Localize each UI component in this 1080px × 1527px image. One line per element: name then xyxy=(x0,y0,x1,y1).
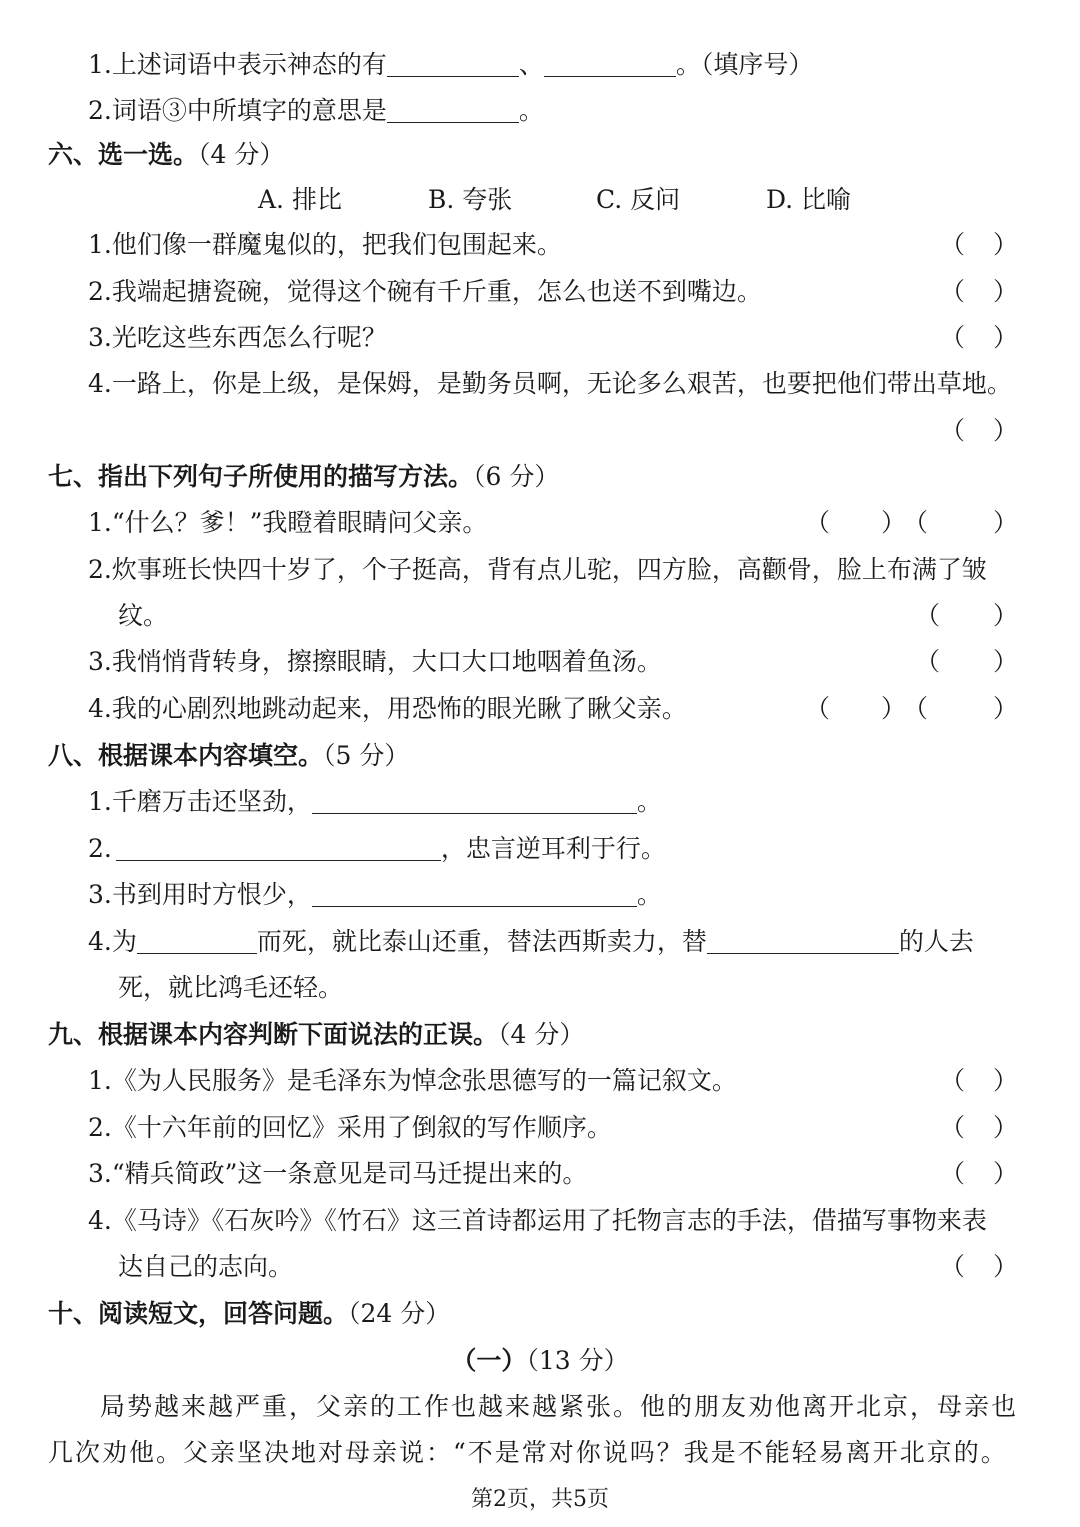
section-9-heading: 九、根据课本内容判断下面说法的正误。（4 分） xyxy=(48,1020,585,1049)
s8-item-4: 4.为 而死，就比泰山还重，替法西斯卖力，替 的人去 xyxy=(0,919,1080,965)
reading-subtitle: （一）（13 分） xyxy=(451,1346,629,1375)
s6-item-3: 3.光吃这些东西怎么行呢？ （ ） xyxy=(88,323,1018,352)
answer-blank[interactable] xyxy=(707,923,899,954)
section-10-heading: 十、阅读短文，回答问题。（24 分） xyxy=(48,1299,451,1328)
reading-passage-line-2: 几次劝他。父亲坚决地对母亲说：“不是常对你说吗？我是不能轻易离开北京的。 xyxy=(48,1438,1008,1467)
option-b: B. 夸张 xyxy=(428,185,513,214)
s8-item-4-cont: 死，就比鸿毛还轻。 xyxy=(118,973,344,1002)
option-d: D. 比喻 xyxy=(766,185,852,214)
s9-item-4-cont: 达自己的志向。 （ ） xyxy=(118,1252,1018,1281)
s9-item-2: 2.《十六年前的回忆》采用了倒叙的写作顺序。 （ ） xyxy=(88,1113,1018,1142)
s7-item-2-cont: 纹。 （ ） xyxy=(118,601,1018,630)
section-8-heading: 八、根据课本内容填空。（5 分） xyxy=(48,741,410,770)
s6-item-4: 4.一路上，你是上级，是保姆，是勤务员啊，无论多么艰苦，也要把他们带出草地。 xyxy=(88,369,1012,398)
page-footer: 第2页，共5页 xyxy=(471,1487,609,1512)
s7-item-4: 4.我的心剧烈地跳动起来，用恐怖的眼光瞅了瞅父亲。 （ ） （ ） xyxy=(88,694,1018,723)
answer-blank[interactable] xyxy=(387,92,519,123)
answer-blank[interactable] xyxy=(116,830,441,861)
answer-blank[interactable] xyxy=(387,46,519,77)
answer-blank[interactable] xyxy=(312,876,637,907)
section-7-heading: 七、指出下列句子所使用的描写方法。（6 分） xyxy=(48,462,560,491)
s7-item-1: 1.“什么？爹！”我瞪着眼睛问父亲。 （ ） （ ） xyxy=(88,508,1018,537)
s6-options xyxy=(0,177,1080,223)
s6-item-4-answer: （ ） xyxy=(940,416,1018,445)
s9-item-3: 3.“精兵简政”这一条意见是司马迁提出来的。 （ ） xyxy=(88,1159,1018,1188)
option-a: A. 排比 xyxy=(258,185,342,214)
answer-blank[interactable] xyxy=(137,923,257,954)
s8-item-2: 2. ，忠言逆耳利于行。 xyxy=(0,826,1080,872)
section-6-heading: 六、选一选。（4 分） xyxy=(48,140,285,169)
reading-passage-line-1: 局势越来越严重，父亲的工作也越来越紧张。他的朋友劝他离开北京，母亲也 xyxy=(100,1392,1019,1421)
q5-item-1: 1.上述词语中表示神态的有 、 。（填序号） xyxy=(0,42,1080,88)
s9-item-4: 4.《马诗》《石灰吟》《竹石》这三首诗都运用了托物言志的手法，借描写事物来表 xyxy=(88,1206,987,1235)
answer-blank[interactable] xyxy=(544,46,676,77)
s6-item-2: 2.我端起搪瓷碗，觉得这个碗有千斤重，怎么也送不到嘴边。 （ ） xyxy=(88,277,1018,306)
s6-item-1: 1.他们像一群魔鬼似的，把我们包围起来。 （ ） xyxy=(88,230,1018,259)
q5-item-2: 2.词语③中所填字的意思是 。 xyxy=(0,88,1080,134)
s9-item-1: 1.《为人民服务》是毛泽东为悼念张思德写的一篇记叙文。 （ ） xyxy=(88,1066,1018,1095)
answer-blank[interactable] xyxy=(312,783,637,814)
s8-item-3: 3.书到用时方恨少， 。 xyxy=(0,872,1080,918)
s7-item-3: 3.我悄悄背转身，擦擦眼睛，大口大口地咽着鱼汤。 （ ） xyxy=(88,647,1018,676)
s7-item-2: 2.炊事班长快四十岁了，个子挺高，背有点儿驼，四方脸，高颧骨，脸上布满了皱 xyxy=(88,555,987,584)
s8-item-1: 1.千磨万击还坚劲， 。 xyxy=(0,779,1080,825)
option-c: C. 反问 xyxy=(596,185,681,214)
